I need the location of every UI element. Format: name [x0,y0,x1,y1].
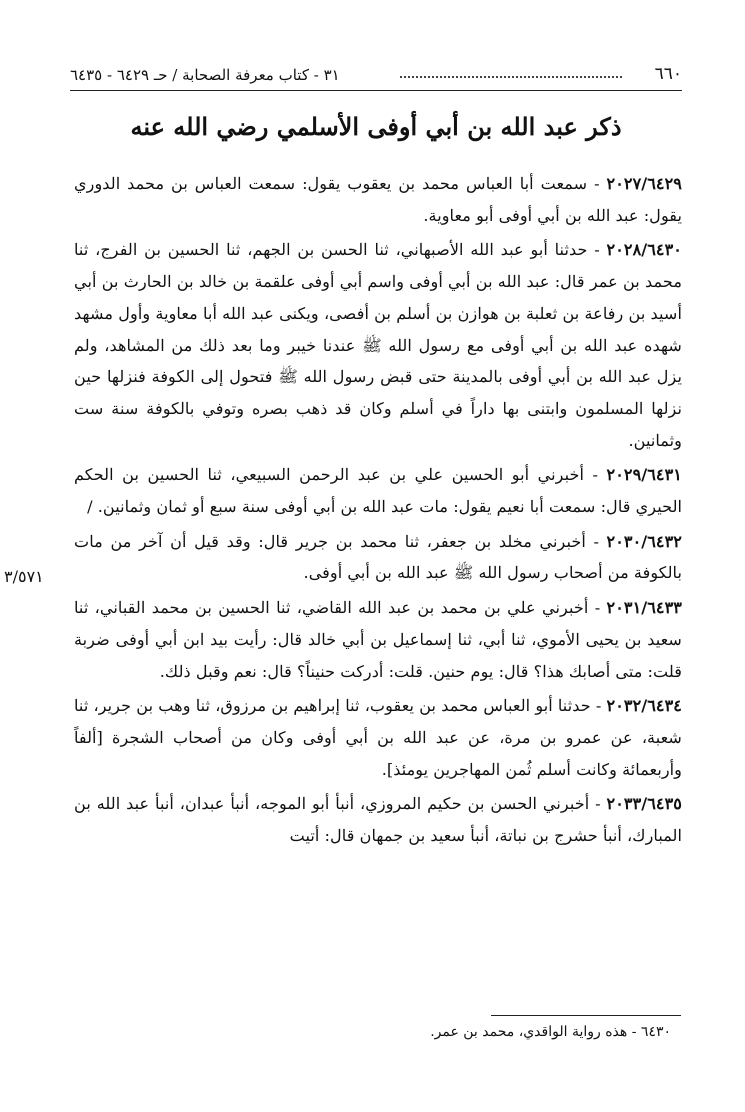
running-title: ٣١ - كتاب معرفة الصحابة / حـ ٦٤٢٩ - ٦٤٣٥ [70,66,340,84]
hadith-number: ٢٠٢٨/٦٤٣٠ [606,240,682,260]
hadith-text: - سمعت أبا العباس محمد بن يعقوب يقول: سمعت العباس بن محمد الدوري يقول: عبد الله بن أبي أوفى أبو معاوية. [74,174,682,225]
footnote-divider [491,1015,681,1016]
hadith-text: - حدثنا أبو العباس محمد بن يعقوب، ثنا إبراهيم بن مرزوق، ثنا وهب بن جرير، ثنا شعبة، عن عمرو بن مرة، عن عبد الله بن أبي أوفى وكان من أصحاب الشجرة [ألفاً وأربعمائة وكانت أسلم ثُمن المهاجرين يومئذ]. [74,696,682,779]
hadith-number: ٢٠٢٩/٦٤٣١ [606,465,682,485]
running-header [70,60,682,91]
hadith-number: ٢٠٣٢/٦٤٣٤ [606,696,682,716]
hadith-paragraph [74,690,682,785]
hadith-paragraph [74,788,682,851]
hadith-paragraph [74,526,682,589]
hadith-text: - أخبرني مخلد بن جعفر، ثنا محمد بن جرير قال: وقد قيل أن آخر من مات بالكوفة من أصحاب رسول الله ﷺ عبد الله بن أبي أوفى. [74,531,682,583]
hadith-paragraph [74,234,682,456]
hadith-number: ٢٠٢٧/٦٤٢٩ [606,174,682,193]
hadith-text: - حدثنا أبو عبد الله الأصبهاني، ثنا الحسن بن الجهم، ثنا الحسين بن الفرج، ثنا محمد بن عمر قال: عبد الله بن أبي أوفى واسم أبي أوفى علقمة بن خالد بن الحارث بن أبي أسيد بن رفاعة بن ثعلبة بن هوازن بن أسلم بن أفصى، ويكنى عبد الله أبا معاوية وأول مشهد شهده عبد الله بن أبي أوفى مع رسول الله ﷺ عندنا خيبر وما بعد ذلك من المشاهد، ولم يزل عبد الله بن أبي أوفى بالمدينة حتى قبض رسول الله ﷺ فتحول إلى الكوفة فنزلها حين نزلها المسلمون وابتنى بها داراً في أسلم وكان قد ذهب بصره وتوفي بالكوفة سنة ست وثمانين. [74,240,682,450]
hadith-number: ٢٠٣٣/٦٤٣٥ [606,794,682,814]
hadith-paragraph [74,459,682,522]
section-title: ذكر عبد الله بن أبي أوفى الأسلمي رضي الله عنه [130,112,622,141]
hadith-paragraph [74,592,682,687]
footnote: ٦٤٣٠ - هذه رواية الواقدي، محمد بن عمر. [430,1024,671,1040]
page-number: ٦٦٠ [654,64,682,84]
hadith-text: - أخبرني أبو الحسين علي بن عبد الرحمن السبيعي، ثنا الحسين بن الحكم الحيري قال: سمعت أبا نعيم يقول: مات عبد الله بن أبي أوفى سنة سبع أو ثمان وثمانين. / [74,465,682,517]
hadith-number: ٢٠٣٠/٦٤٣٢ [606,531,682,551]
hadith-list [74,168,682,855]
header-leader-dots [400,76,622,78]
hadith-paragraph [74,168,682,231]
hadith-text: - أخبرني الحسن بن حكيم المروزي، أنبأ أبو الموجه، أنبأ عبدان، أنبأ عبد الله بن المبارك، أنبأ حشرج بن نباتة، أنبأ سعيد بن جمهان قال: أتيت [74,794,682,846]
hadith-text: - أخبرني علي بن محمد بن عبد الله القاضي، ثنا الحسين بن محمد القباني، ثنا سعيد بن يحيى الأموي، ثنا أبي، ثنا إسماعيل بن أبي خالد قال: رأيت بيد ابن أبي أوفى ضربة قلت: متى أصابك هذا؟ قال: يوم حنين. قلت: أدركت حنيناً؟ قال: نعم وقبل ذلك. [74,598,682,681]
hadith-number: ٢٠٣١/٦٤٣٣ [606,598,682,618]
margin-volume-reference: ٣/٥٧١ [4,567,44,586]
